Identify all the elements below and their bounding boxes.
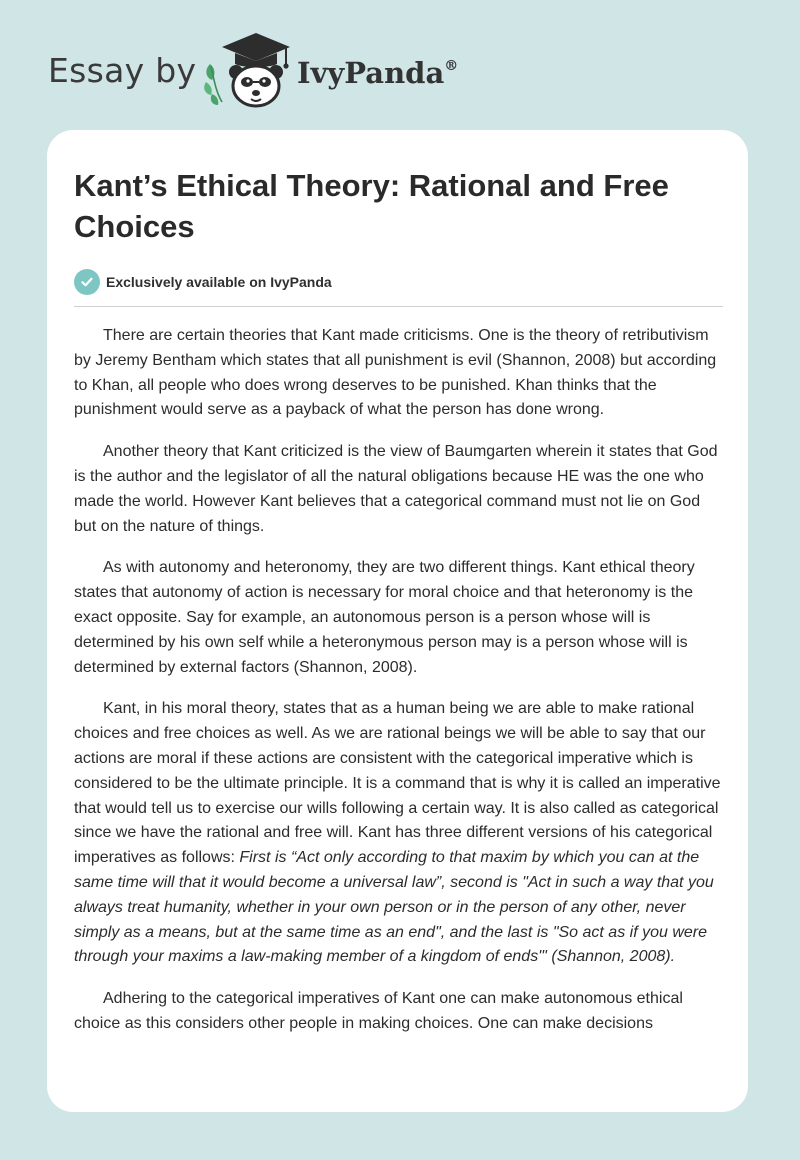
essay-body — [74, 324, 723, 1037]
paragraph-text: As with autonomy and heteronomy, they are two different things. Kant ethical theory states that autonomy of action is necessary for moral choice and that heteronomy is the exact opposite. Say for example, an autonomous person is a person whose will is determined by his own self while a heteronymous person may is a person whose will is determined by external factors (Shannon, 2008). — [74, 559, 695, 676]
paragraph-quote: First is “Act only according to that maxim by which you can at the same time will that it would become a universal law”, second is "Act in such a way that you always treat humanity, whether in your own person or in the person of any other, never simply as a means, but at the same time as an end", and the last is "So act as if you were through your maxims a law-making member of a kingdom of ends"' (Shannon, 2008). — [74, 849, 714, 966]
divider — [74, 306, 723, 307]
exclusive-notice — [74, 268, 723, 296]
paragraph-text: Another theory that Kant criticized is the view of Baumgarten wherein it states that God is the author and the legislator of all the natural obligations because HE was the one who made the world. However Kant believes that a categorical command must not lie on God but on the nature of things. — [74, 443, 718, 535]
paragraph — [74, 556, 723, 680]
essay-title: Kant’s Ethical Theory: Rational and Free Choices — [74, 168, 669, 244]
essay-by-label: Essay by — [48, 51, 197, 90]
panda-graduate-icon — [202, 30, 294, 110]
brand-name — [297, 56, 458, 90]
paragraph — [74, 987, 723, 1037]
exclusive-label: Exclusively available on IvyPanda — [106, 274, 332, 290]
paragraph — [74, 324, 723, 423]
paragraph-text: Adhering to the categorical imperatives of Kant one can make autonomous ethical choice as this considers other people in making choices. One can make decisions — [74, 990, 683, 1032]
site-header — [48, 30, 648, 110]
essay-content — [74, 165, 723, 1054]
paragraph-text: Kant, in his moral theory, states that as a human being we are able to make rational choices and free choices as well. As we are rational beings we will be able to say that our actions are moral if these actions are consistent with the categorical imperative which is considered to be the ultimate principle. It is a command that is why it is called an imperative that would tell us to exercise our wills following a certain way. It is also called as categorical since we have the rational and free will. Kant has three different versions of his categorical imperatives as follows: — [74, 700, 721, 867]
registered-mark: ® — [444, 58, 459, 75]
essay-card — [47, 130, 748, 1112]
brand-name-text: IvyPanda — [297, 56, 445, 90]
paragraph — [74, 697, 723, 970]
check-icon — [74, 269, 100, 295]
paragraph-text: There are certain theories that Kant made criticisms. One is the theory of retributivism by Jeremy Bentham which states that all punishment is evil (Shannon, 2008) but according to Khan, all people who does wrong deserves to be punished. Khan thinks that the punishment would serve as a payback of what the person has done wrong. — [74, 327, 717, 419]
paragraph — [74, 440, 723, 539]
